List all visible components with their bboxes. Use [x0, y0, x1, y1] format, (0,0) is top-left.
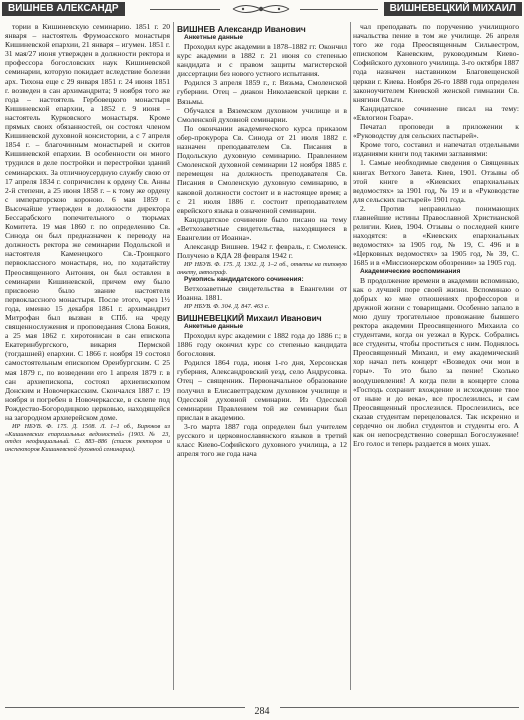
paragraph: Родился 3 апреля 1859 г., г. Вязьма, Смоленской губернии. Отец – диакон Николаевской церкви г. Вязьмы. [177, 78, 347, 106]
paragraph: Проходил курс академии в 1878–1882 гг. Окончил курс академии в 1882 г. 21 июня со степенью кандидата и с правом защиты магистерской диссертации без нового устного испытания. [177, 42, 347, 79]
source-citation: ИР НБУВ. Ф. 175. Д. 1302. Д. 1–2 об., ответы на типовую анкету, автограф. [177, 261, 347, 276]
paragraph: тории в Кишиневскую семинарию. 1851 г. 20 января – настоятель Фрумоасского монастыря Кишиневской епархии, 21 января – игумен. 1851 г. 31 мая/27 июня утвержден в должности ректора и профессора богословских наук Кишиневской семинарии, которую покидает вследствие болезни арх. Тихона еще с 29 января 1851 г. 24 июня 1851 г. возведен в сан архимандрита; 9 ноября того же года – настоятель Гербовецкого монастыря Кишиневской епархии, а 1852 г. 9 июня – настоятель Курковского монастыря. Кроме прямых своих обязанностей, он состоял членом Кишиневской духовной консистории, а с 7 апреля 1854 г. – благочинным монастырей и скитов Кишиневской епархии. В особенности он много трудился в деле постройки и перестройки зданий семинарских. За отличноусердную службу свою от 17 апреля 1834 г. сопричислен к ордену Св. Анны 2-й степени, а 25 июня 1858 г. – к тому же ордену с императорскою короною. 6 мая 1859 г. Высочайше утвержден в должности директора Бессарабского попечительного о тюрьмах Комитета. 19 мая 1860 г. по определению Св. Синода он был предназначен к переводу на должность ректора же семинарии Подольской и настоятеля Каменецкого Св.-Троицкого первоклассного монастыря, но, по ходатайству Преосвященного Антония, он был оставлен в семинарии Кишиневской, причем ему было присвоено было звание настоятеля первоклассного монастыря. После этого, чрез 1½ года, именно 15 декабря 1861 г. архимандрит Митрофан был вызван в СПб. на чреду священнослужения и проповедания Слова Божия, а 25 мая 1862 г. хиротонисан в сан епископа Екатеринбургского, викария Пермской (тогдашней) епархии. С 1866 г. ноября 19 состоял самостоятельным епископом Оренбургским. С 25 мая 1879 г., по возведении его 1 апреля 1879 г. в сан архиепископа, состоял архиепископом Донским и Новочеркасским. Скончался 1887 г. 19 ноября и погребен в Новочеркасске, в склепе под Рождество-Богородицкою церковью, находящейся на загородном архиерейском доме. [5, 22, 170, 423]
paragraph: 2. Против неправильно понимающих главнейшие истины Православной Христианской религии. Киев, 1904. Отзывы о последней книге находятся: в «Киевских епархиальных ведомостях» за 1905 год, № 19, С. 496 и в «Церковных ведомостях» за 1905 год, № 39, С. 1685 и в «Миссионерском обозрении» за 1905 год. [353, 203, 519, 268]
page-number: 284 [251, 706, 274, 718]
column-divider [350, 22, 351, 690]
source-citation: ИР НБУВ. Ф. 175. Д. 1508. Л. 1–1 об., Бирюков из «Кишиневских епархиальных ведомостей» (1903. № 23, отдел неофициальный. С. 883–886 (список ректоров и инспекторов Кишиневской духовной семинарии). [5, 423, 170, 453]
paragraph: Родился 1864 года, июня 1-го дня, Херсонская губерния, Александровский уезд, село Андрусовка. Отец – священник. Первоначальное образование получил в Елисаветградском духовном училище и Одесской духовной семинарии. Из Одесской семинарии Правлением той же семинарии был прислан в академию. [177, 358, 347, 422]
paragraph: Кандидатское сочинение было писано на тему «Ветхозаветные свидетельства, находящиеся в Евангелии от Иоанна». [177, 214, 347, 242]
header-right-title: ВИШНЕВЕЦКИЙ МИХАИЛ [384, 2, 522, 16]
section-subheading: Академические воспоминания [360, 267, 461, 275]
paragraph: В продолжение времени в академии вспоминаю, как о лучшей поре своей жизни. Вспоминаю о добрых ко мне отношениях профессоров и дружной жизни с товарищами. Особенно запало в мою душу трогательное провожание бывшего ректора академии Преосвященного Михаила со студентами, когда он уезжал в Курск. Собрались все студенты, чтобы проститься с ним. Поднялось Преосвященный Михаил, и ему академический хор начал петь концерт «Возведох очи мои в горы». То это было за пение! Сколько воодушевления! А когда пели в концерте слова «Господь сохранит вхождение и исхождение твое от ныне и до века», все прослезились, и сам Преосвященный прослезился. Прослезились, все сказав студентам перецеловался. Так искренно и сердечно он любил студентов и студенты его. А как он непосредственно совершал Богослужение! Его голос и теперь раздается в моих ушах. [353, 275, 519, 449]
text-column-1 [5, 22, 170, 692]
entry-title: ВИШНЕВ Александр Иванович [177, 24, 306, 34]
paragraph: Кандидатское сочинение писал на тему: «Евлогион Гоара». [353, 103, 519, 122]
paragraph: 3-го марта 1887 года определен был учителем русского и церковнославянского языков в третий класс Киево-Софийского духовного училища, а 12 апреля того же года нача [177, 421, 347, 459]
column-divider [173, 22, 174, 690]
paragraph: Кроме того, составил и напечатал отдельными изданиями книги под такими заглавиями: [353, 140, 519, 159]
section-subheading: Анкетные данные [184, 322, 244, 330]
header-left-title: ВИШНЕВ АЛЕКСАНДР [2, 2, 125, 16]
paragraph: Александр Вишнев. 1942 г. февраль, г. Смоленск. Получено в КДА 28 февраля 1942 г. [177, 242, 347, 261]
paragraph: Ветхозаветные свидетельства в Евангелии от Иоанна. 1881. [177, 284, 347, 303]
paragraph: Проходил курс академии с 1882 года до 1886 г.; в 1886 году окончил курс со степенью кандидата богословия. [177, 330, 347, 359]
source-citation: ИР НБУВ. Ф. 304. Д. 847. 463 с. [184, 303, 270, 311]
page-number-container [0, 701, 524, 719]
paragraph: По окончании академического курса приказом обер-прокурора Св. Синода от 21 июля 1882 г. назначен преподавателем Св. Писания в Подольскую духовную семинарию. Правлением Смоленской духовной семинарии 12 ноября 1885 г. перемещен на должность преподавателя Св. Писания в Смоленскую духовную семинарию, в каковой должности состоит и в настоящее время; а с 21 июля 1886 г. состоит преподавателем еврейского языка в означенной семинарии. [177, 123, 347, 215]
header-rule-right [300, 9, 378, 10]
ornament-icon [229, 1, 293, 17]
paragraph: чал преподавать по поручению училищного начальства пение в том же училище. 26 апреля того же года Преосвященным Сильвестром, епископом Каневским, руководимым Киево-Софийского духовного училища. 3-го октября 1887 года назначен наставником Благовещенской церкви г. Киева. Ноября 26-го 1888 года определен законоучителем Киевской женской гимназии Св. княгини Ольги. [353, 22, 519, 104]
header-rule-left [150, 9, 220, 10]
text-column-3 [353, 22, 519, 692]
paragraph: 1. Самые необходимые сведения о Священных книгах Ветхого Завета. Киев, 1901. Отзывы об этой книге в «Киевских епархиальных ведомостях» за 1901 год, № 19 и в «Руководстве для сельских пастырей» 1901 года. [353, 158, 519, 204]
running-header [0, 0, 524, 18]
paragraph: Обучался в Вяземском духовном училище и в Смоленской духовной семинарии. [177, 105, 347, 124]
paragraph: Печатал проповеди в приложении к «Руководству для сельских пастырей». [353, 122, 519, 141]
section-subheading: Анкетные данные [184, 34, 244, 41]
section-subheading: Рукопись кандидатского сочинения: [184, 276, 304, 284]
entry-title: ВИШНЕВЕЦКИЙ Михаил Иванович [177, 312, 322, 323]
text-column-2 [177, 22, 347, 692]
